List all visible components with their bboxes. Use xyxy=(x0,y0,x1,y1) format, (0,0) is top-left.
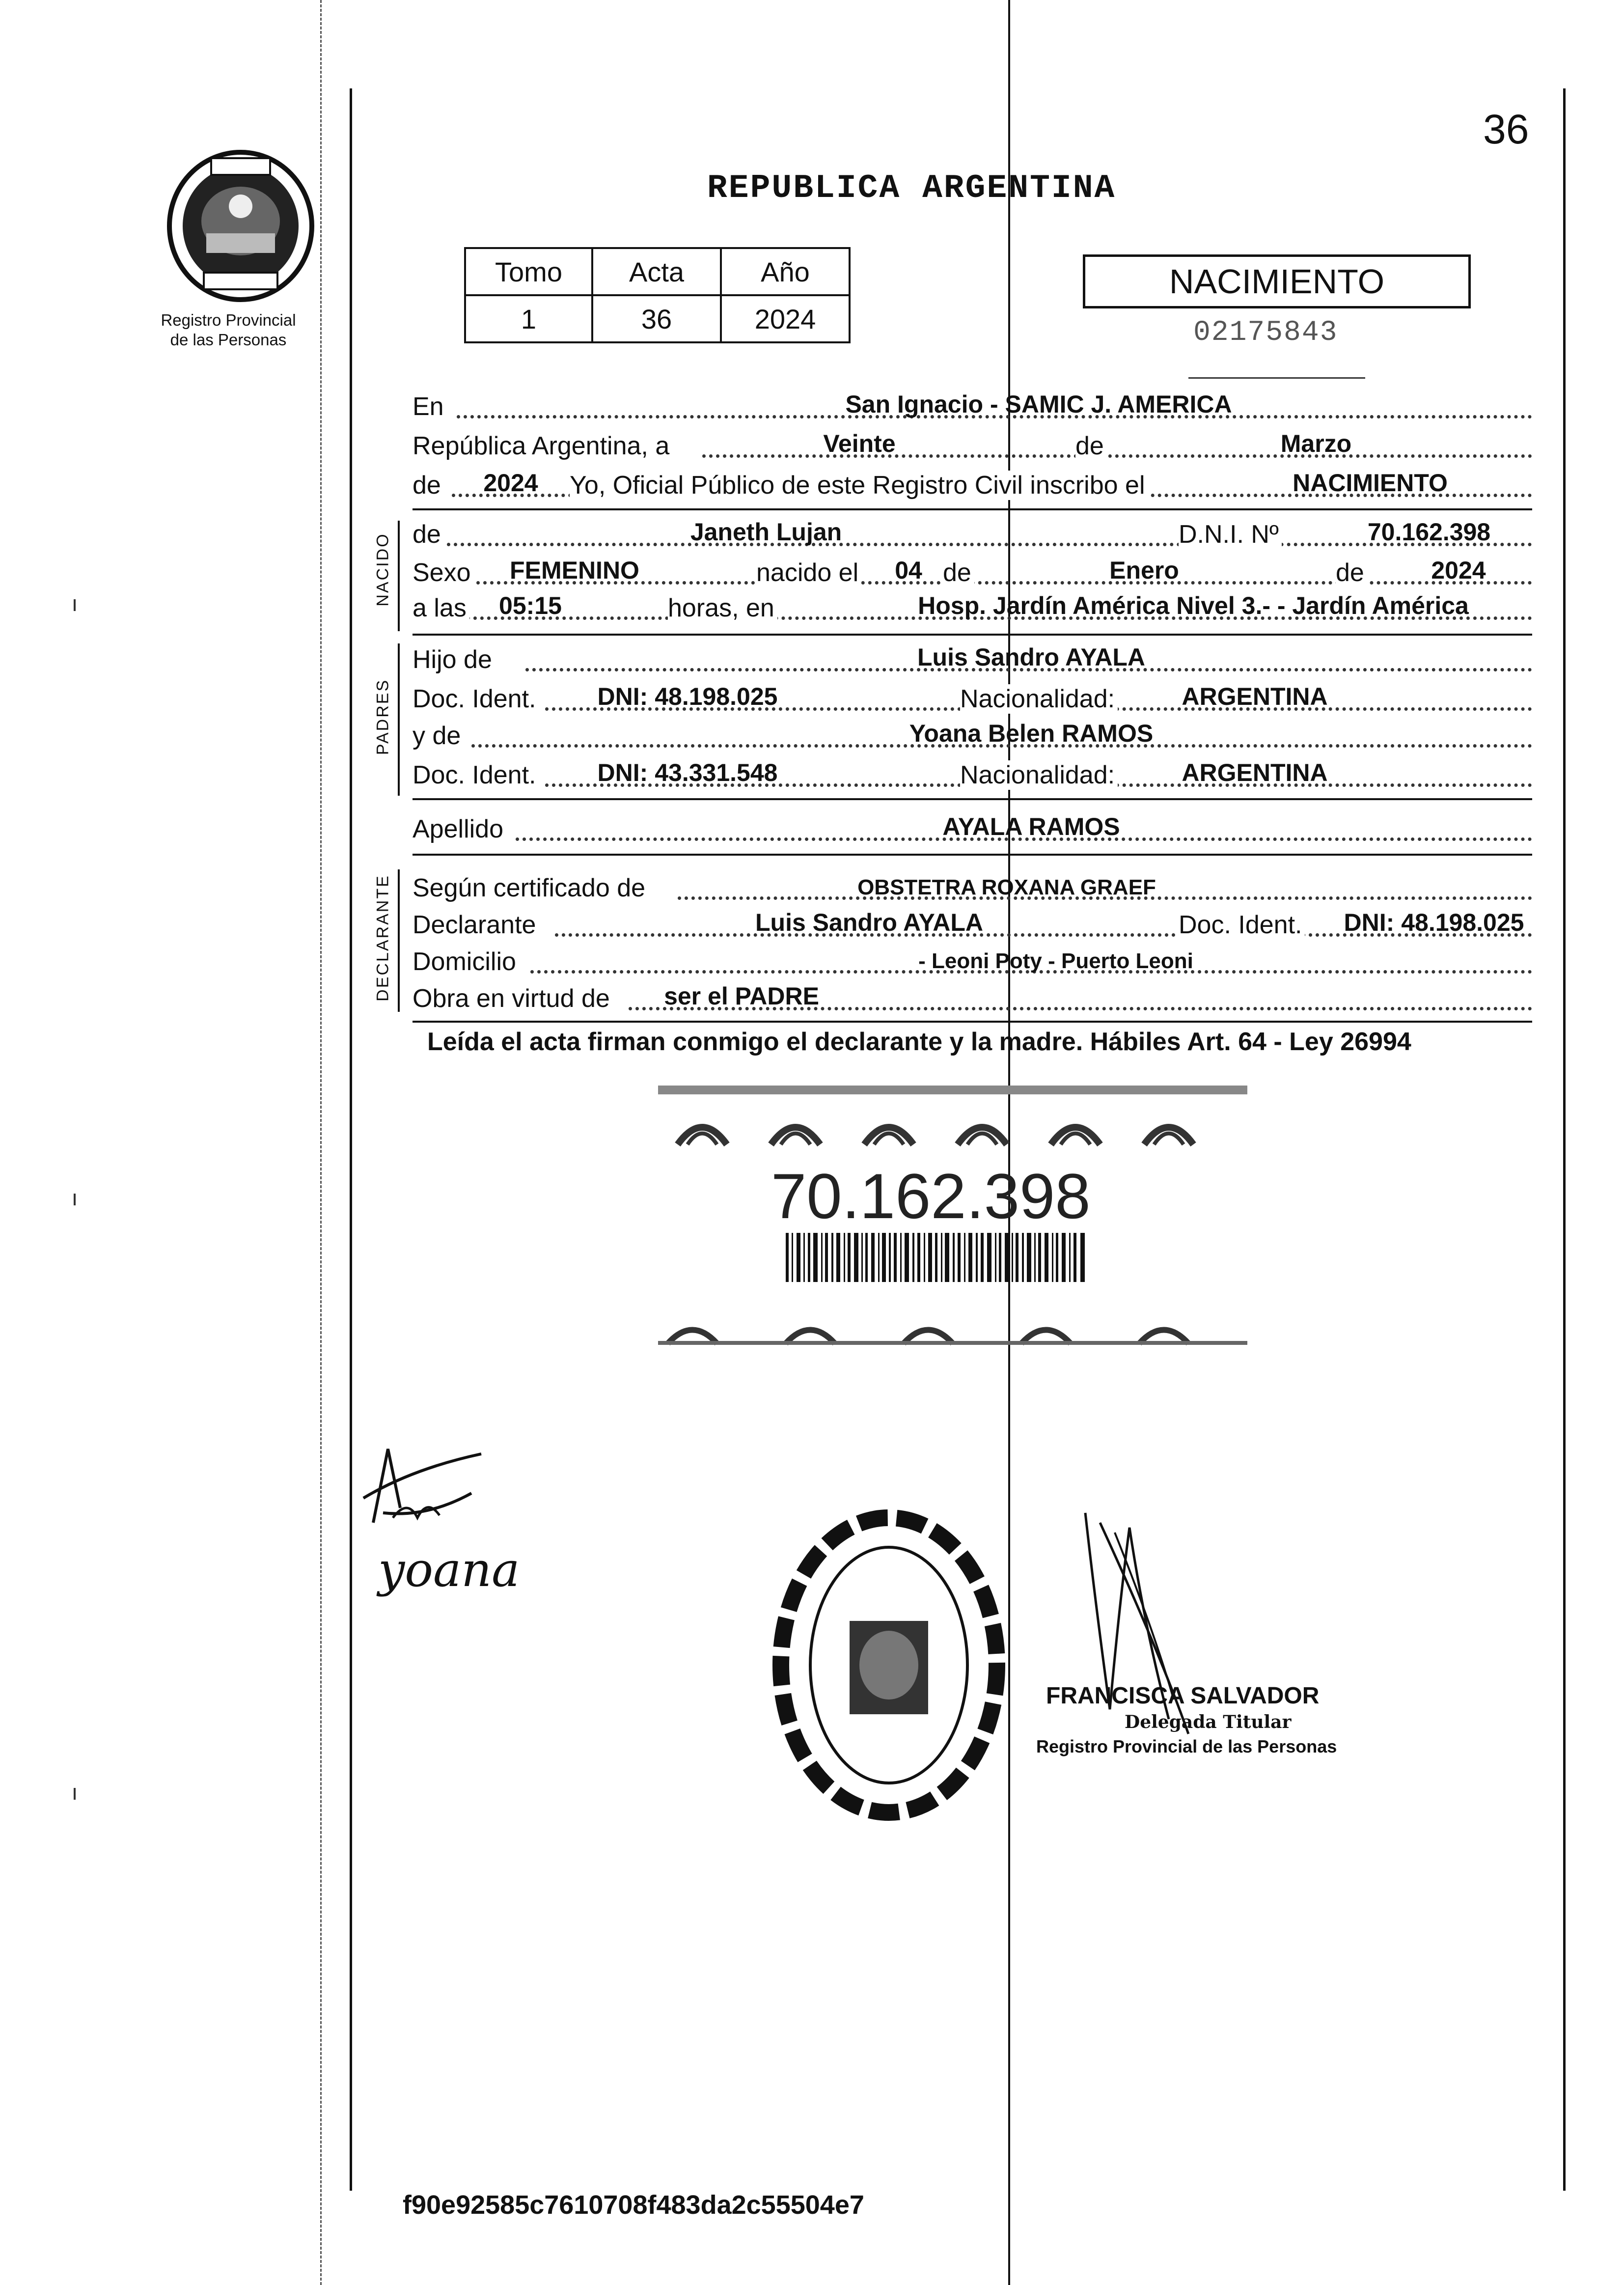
official-role: Delegada Titular xyxy=(1125,1712,1292,1732)
row-declarant: Declarante Luis Sandro AYALA Doc. Ident. DNI: 48.198.025 xyxy=(413,906,1532,944)
serial-underline xyxy=(1188,377,1365,379)
newborn-dni: 70.162.398 xyxy=(1367,518,1491,546)
declarant-doc: DNI: 48.198.025 xyxy=(1344,909,1524,936)
row-sex-birth: Sexo FEMENINO nacido el 04 de Enero de 2024 xyxy=(413,554,1532,591)
mother-signature-scribble xyxy=(354,1439,501,1540)
separator xyxy=(413,798,1532,800)
row-date: República Argentina, a Veinte de Marzo xyxy=(413,427,1532,465)
year-value: 2024 xyxy=(483,469,538,497)
domicile-value: - Leoni Poty - Puerto Leoni xyxy=(918,949,1193,973)
barcode-number: 70.162.398 xyxy=(771,1160,1091,1232)
scan-mark xyxy=(74,1788,76,1800)
acta-header: Acta xyxy=(592,248,721,295)
registry-name: Registro Provincial de las Personas xyxy=(161,311,296,349)
birth-year: 2024 xyxy=(1431,557,1486,584)
province-seal-logo xyxy=(157,147,329,307)
father-name: Luis Sandro AYALA xyxy=(917,643,1145,671)
row-place: En San Ignacio - SAMIC J. AMERICA xyxy=(413,388,1532,425)
row-time-place: a las 05:15 horas, en Hosp. Jardín América Nivel 3.- - Jardín América xyxy=(413,589,1532,627)
closing-note: Leída el acta firman conmigo el declarante y la madre. Hábiles Art. 64 - Ley 26994 xyxy=(427,1028,1411,1056)
scan-mark xyxy=(74,599,76,611)
row-certificate: Según certificado de OBSTETRA ROXANA GRAEF xyxy=(413,869,1532,907)
row-year: de 2024 Yo, Oficial Público de este Registro Civil inscribo el NACIMIENTO xyxy=(413,467,1532,504)
place-value: San Ignacio - SAMIC J. AMERICA xyxy=(845,390,1232,418)
barcode xyxy=(786,1233,1090,1284)
row-father: Hijo de Luis Sandro AYALA xyxy=(413,641,1532,678)
birth-day: 04 xyxy=(895,557,922,584)
mother-signature-name: yoana xyxy=(378,1542,520,1597)
page-number: 36 xyxy=(1483,106,1529,152)
day-value: Veinte xyxy=(823,430,896,457)
month-value: Marzo xyxy=(1280,430,1352,457)
right-margin-line xyxy=(1563,88,1566,2191)
newborn-name: Janeth Lujan xyxy=(690,518,842,546)
serial-number: 02175843 xyxy=(1193,317,1338,349)
separator xyxy=(413,634,1532,636)
sex-value: FEMENINO xyxy=(510,557,639,584)
surname-value: AYALA RAMOS xyxy=(942,813,1120,840)
acta-value: 36 xyxy=(592,295,721,342)
left-margin-line xyxy=(350,88,352,2191)
official-seal-stamp xyxy=(771,1508,1007,1825)
left-margin-dashes xyxy=(320,0,322,2285)
birth-place: Hosp. Jardín América Nivel 3.- - Jardín América xyxy=(918,592,1469,619)
anio-value: 2024 xyxy=(721,295,850,342)
declarant-name: Luis Sandro AYALA xyxy=(755,909,983,936)
separator xyxy=(413,508,1532,510)
anio-header: Año xyxy=(721,248,850,295)
document-title: REPUBLICA ARGENTINA xyxy=(707,169,1116,207)
row-mother: y de Yoana Belen RAMOS xyxy=(413,717,1532,754)
row-domicile: Domicilio - Leoni Poty - Puerto Leoni xyxy=(413,943,1532,980)
official-org: Registro Provincial de las Personas xyxy=(1036,1736,1337,1756)
scan-mark xyxy=(74,1194,76,1205)
nacido-bracket xyxy=(398,521,400,631)
official-name: FRANCISCA SALVADOR xyxy=(1046,1683,1320,1709)
mother-doc: DNI: 43.331.548 xyxy=(597,759,778,786)
mother-nationality: ARGENTINA xyxy=(1182,759,1328,786)
row-mother-doc: Doc. Ident. DNI: 43.331.548 Nacionalidad: ARGENTINA xyxy=(413,756,1532,794)
row-newborn-name: de Janeth Lujan D.N.I. Nº 70.162.398 xyxy=(413,516,1532,553)
father-doc: DNI: 48.198.025 xyxy=(597,683,778,710)
declarante-section-label: DECLARANTE xyxy=(373,874,392,1002)
certificate-value: OBSTETRA ROXANA GRAEF xyxy=(857,875,1156,899)
father-nationality: ARGENTINA xyxy=(1182,683,1328,710)
declarante-bracket xyxy=(398,869,400,1012)
volume-table xyxy=(464,247,851,343)
birth-time: 05:15 xyxy=(499,592,562,619)
record-type-box: NACIMIENTO xyxy=(1083,254,1471,308)
obra-value: ser el PADRE xyxy=(664,982,819,1010)
document-hash: f90e92585c7610708f483da2c55504e7 xyxy=(403,2190,864,2220)
row-surname: Apellido AYALA RAMOS xyxy=(413,810,1532,848)
separator xyxy=(413,854,1532,856)
nacido-section-label: NACIDO xyxy=(373,532,392,607)
security-pattern-bottom xyxy=(658,1307,1247,1348)
padres-section-label: PADRES xyxy=(373,678,392,755)
padres-bracket xyxy=(398,643,400,796)
separator xyxy=(413,1021,1532,1023)
inscribed-value: NACIMIENTO xyxy=(1293,469,1448,497)
row-father-doc: Doc. Ident. DNI: 48.198.025 Nacionalidad: ARGENTINA xyxy=(413,680,1532,718)
security-pattern-top xyxy=(658,1086,1247,1152)
tomo-header: Tomo xyxy=(465,248,592,295)
birth-month: Enero xyxy=(1109,557,1179,584)
tomo-value: 1 xyxy=(465,295,592,342)
mother-name: Yoana Belen RAMOS xyxy=(909,720,1154,747)
row-obra: Obra en virtud de ser el PADRE xyxy=(413,980,1532,1017)
